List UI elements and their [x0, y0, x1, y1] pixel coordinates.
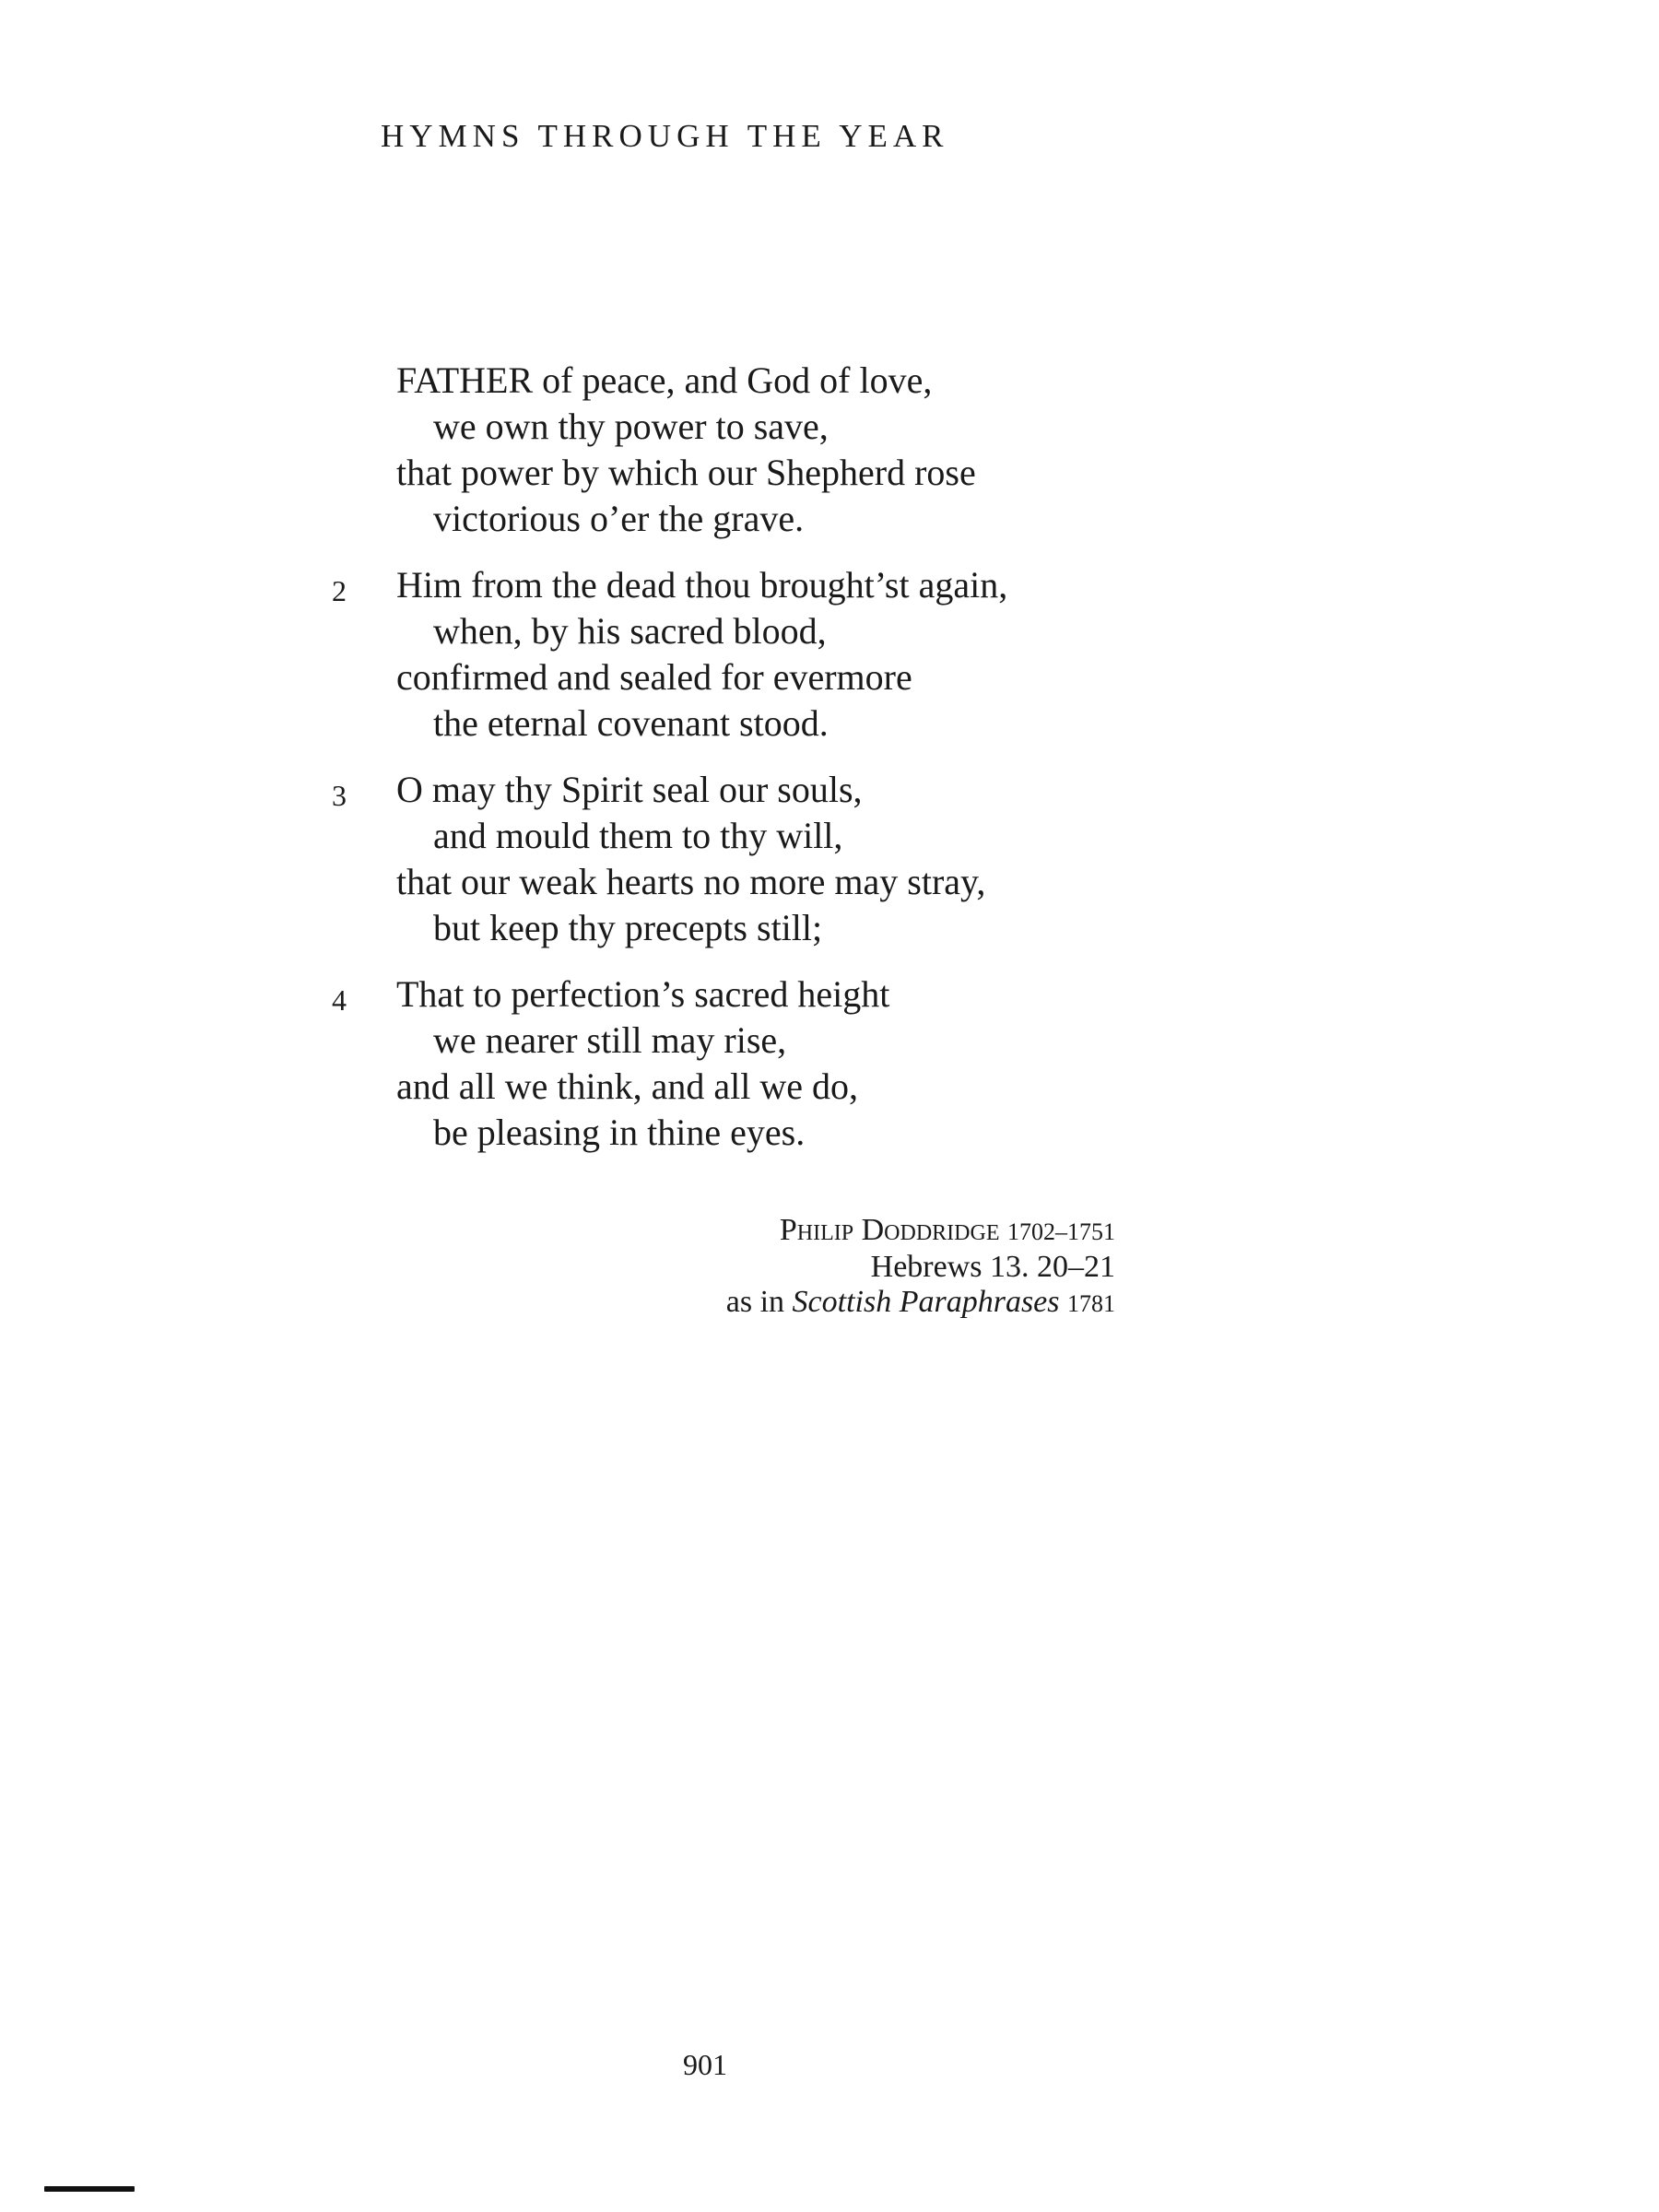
- verse-number: 3: [332, 779, 347, 812]
- verse-line: we own thy power to save,: [433, 406, 829, 447]
- running-head: HYMNS THROUGH THE YEAR: [381, 118, 949, 154]
- hymn-text: [0, 358, 1659, 1176]
- verse: [0, 358, 1659, 542]
- verse-line: O may thy Spirit seal our souls,: [396, 769, 863, 810]
- verse-line: Him from the dead thou brought’st again,: [396, 564, 1008, 606]
- verse-line: the eternal covenant stood.: [433, 702, 829, 744]
- verse-line: victorious o’er the grave.: [433, 498, 805, 539]
- verse-number: 4: [332, 983, 347, 1017]
- source-line: [726, 1285, 1115, 1322]
- source-title: Scottish Paraphrases: [792, 1285, 1060, 1319]
- verse-line: That to perfection’s sacred height: [396, 973, 890, 1015]
- scripture-reference: Hebrews 13. 20–21: [870, 1250, 1115, 1284]
- page-number: 901: [683, 2048, 727, 2081]
- verse-number: 2: [332, 574, 347, 607]
- author-name: Philip Doddridge: [779, 1213, 1000, 1247]
- verse-line: and mould them to thy will,: [433, 815, 843, 856]
- source-year: 1781: [1067, 1290, 1115, 1317]
- author-dates: 1702–1751: [1007, 1218, 1115, 1245]
- author-line: [726, 1213, 1115, 1250]
- attribution: [726, 1213, 1115, 1322]
- verse: [0, 971, 1659, 1156]
- verse: [0, 562, 1659, 747]
- source-prefix: as in: [725, 1285, 785, 1319]
- verse-line: and all we think, and all we do,: [396, 1065, 858, 1107]
- verse-line: but keep thy precepts still;: [433, 907, 823, 948]
- verse-line: when, by his sacred blood,: [433, 610, 827, 652]
- verse: [0, 767, 1659, 951]
- scan-mark: [44, 2186, 135, 2192]
- verse-line: confirmed and sealed for evermore: [396, 656, 912, 698]
- verse-line: be pleasing in thine eyes.: [433, 1112, 806, 1153]
- verse-line: we nearer still may rise,: [433, 1019, 787, 1061]
- verse-line: FATHER of peace, and God of love,: [396, 359, 933, 401]
- verse-line: that power by which our Shepherd rose: [396, 452, 976, 493]
- verse-line: that our weak hearts no more may stray,: [396, 861, 986, 902]
